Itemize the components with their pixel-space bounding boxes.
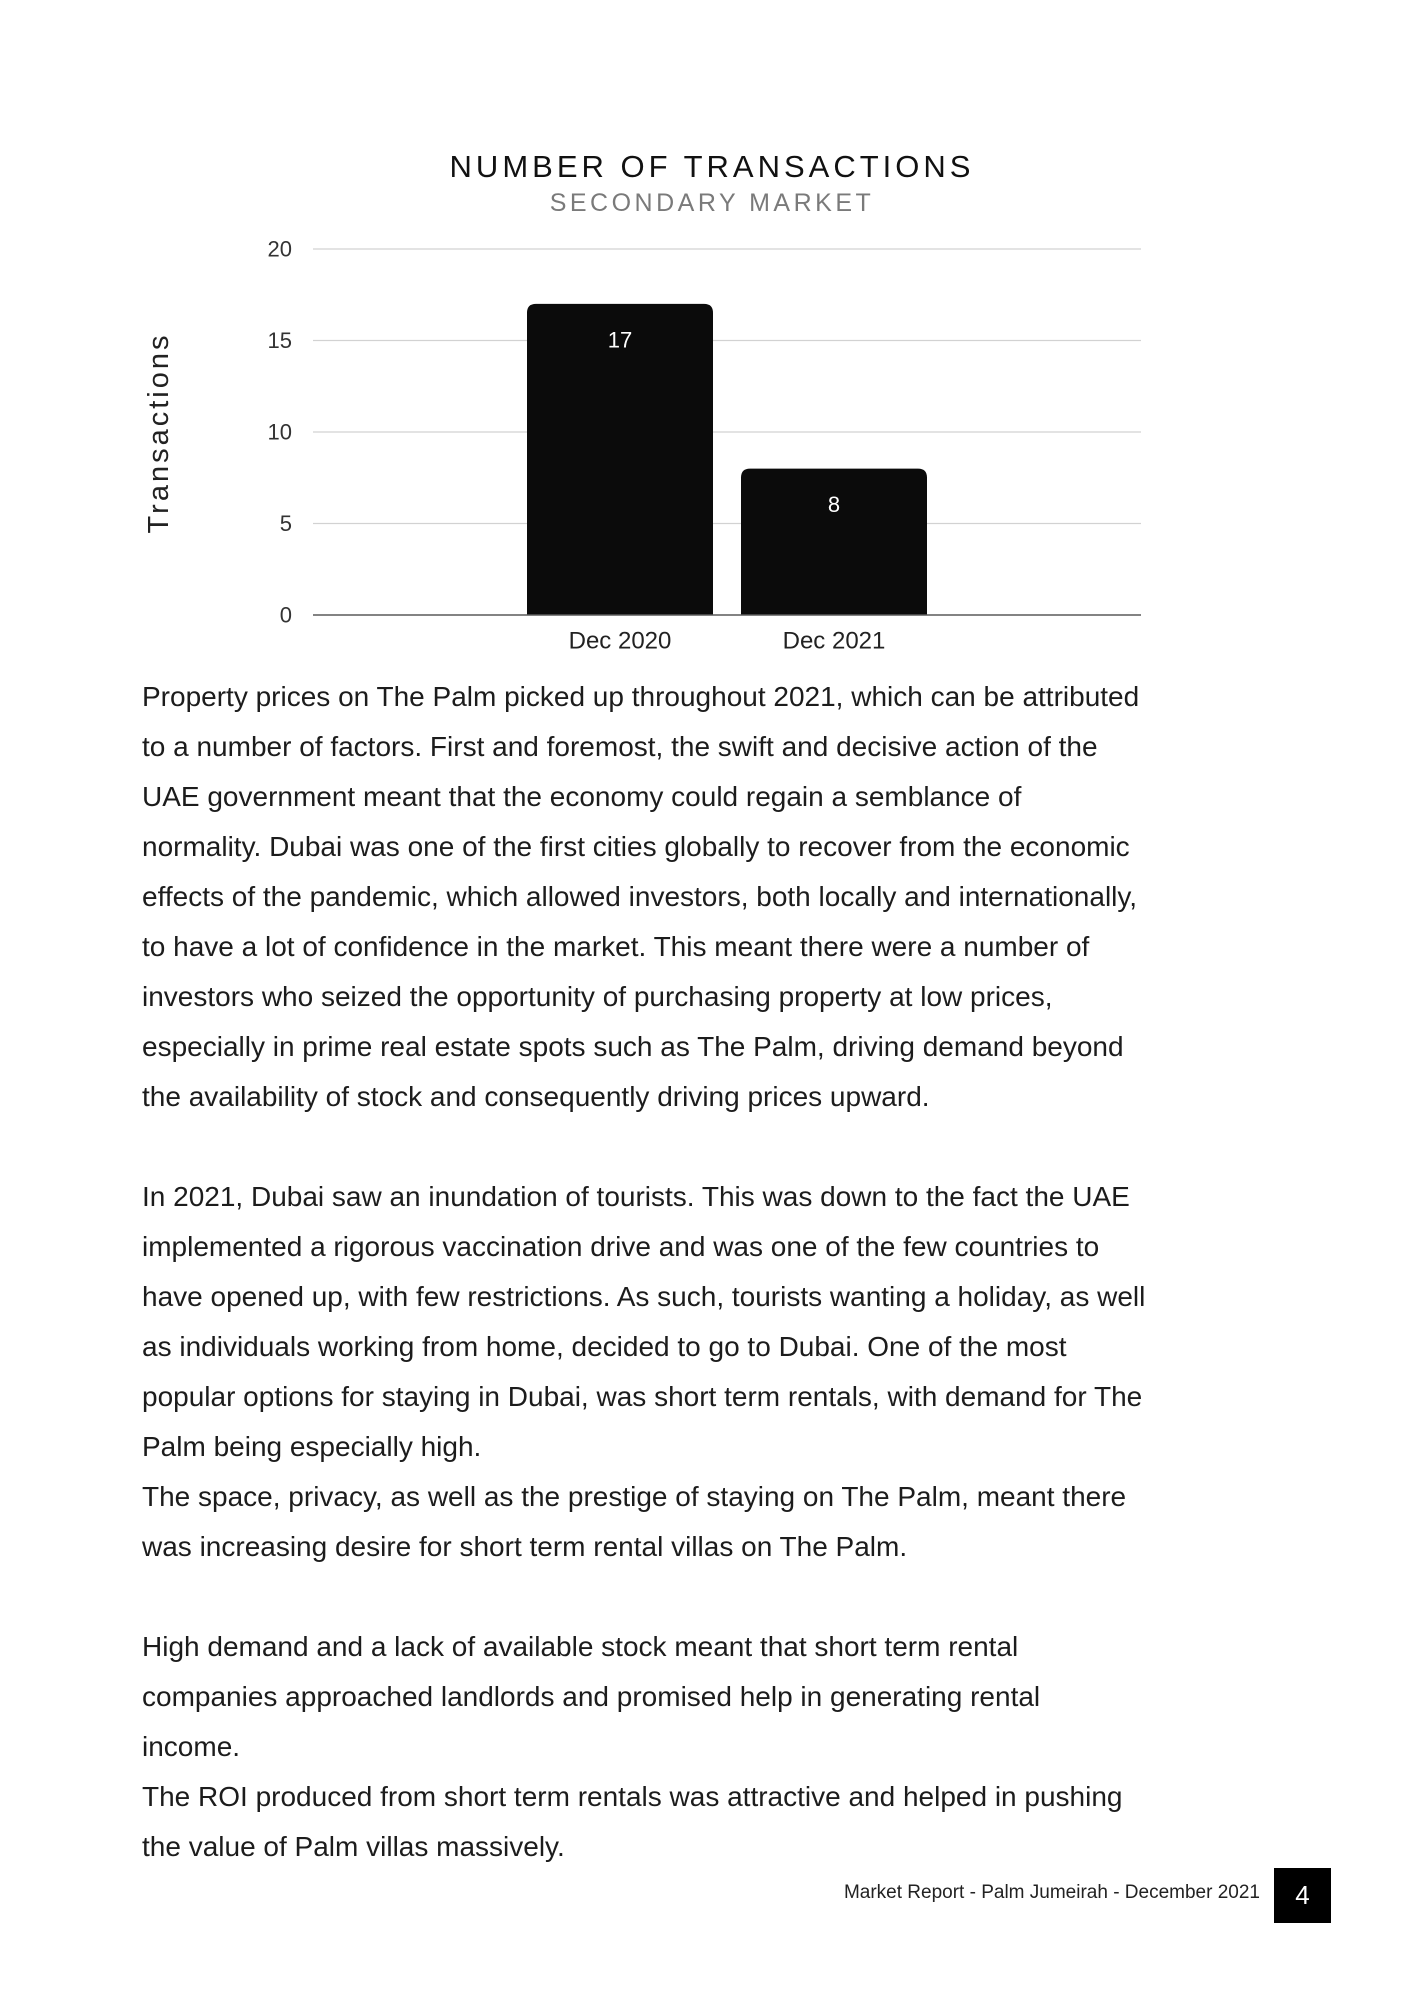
- bar: [741, 469, 927, 615]
- page-number: 4: [1274, 1868, 1331, 1923]
- body-line: was increasing desire for short term rental villas on The Palm.: [142, 1531, 908, 1562]
- chart-title: NUMBER OF TRANSACTIONS: [449, 149, 975, 184]
- body-line: normality. Dubai was one of the first cities globally to recover from the economic: [142, 831, 1130, 862]
- paragraph: [142, 1772, 1342, 1872]
- body-line: In 2021, Dubai saw an inundation of tourists. This was down to the fact the UAE: [142, 1181, 1130, 1212]
- footer-report-title: Market Report - Palm Jumeirah - December 2021: [843, 1882, 1260, 1903]
- body-line: income.: [142, 1731, 241, 1762]
- bar-value-label: 8: [827, 492, 841, 518]
- paragraph: [142, 1172, 1342, 1472]
- y-tick-label: 20: [267, 236, 292, 262]
- body-line: The space, privacy, as well as the prestige of staying on The Palm, meant there: [142, 1481, 1127, 1512]
- paragraph: [142, 1622, 1342, 1772]
- y-tick-label: 15: [267, 328, 292, 353]
- y-tick-label: 0: [279, 602, 292, 628]
- y-tick-label: 5: [279, 511, 292, 536]
- body-line: companies approached landlords and promised help in generating rental: [142, 1681, 1041, 1712]
- body-line: UAE government meant that the economy could regain a semblance of: [142, 781, 1022, 812]
- chart-subtitle: SECONDARY MARKET: [549, 189, 875, 217]
- bar-chart: [0, 0, 1414, 670]
- body-line: The ROI produced from short term rentals was attractive and helped in pushing: [142, 1781, 1123, 1812]
- body-line: the availability of stock and consequently driving prices upward.: [142, 1081, 930, 1112]
- body-line: High demand and a lack of available stock meant that short term rental: [142, 1631, 1019, 1662]
- body-line: popular options for staying in Dubai, was short term rentals, with demand for The: [142, 1381, 1143, 1412]
- y-axis-title: Transactions: [143, 332, 175, 534]
- y-tick-label: 10: [267, 419, 292, 445]
- body-text: [142, 672, 1342, 1872]
- paragraph: [142, 672, 1342, 1122]
- body-line: Palm being especially high.: [142, 1431, 482, 1462]
- x-tick-label: Dec 2020: [568, 627, 672, 655]
- body-line: implemented a rigorous vaccination drive and was one of the few countries to: [142, 1231, 1100, 1262]
- body-line: the value of Palm villas massively.: [142, 1831, 565, 1862]
- body-line: to a number of factors. First and foremost, the swift and decisive action of the: [142, 731, 1098, 762]
- x-tick-label: Dec 2021: [782, 627, 886, 655]
- body-line: have opened up, with few restrictions. As such, tourists wanting a holiday, as well: [142, 1281, 1146, 1312]
- body-line: to have a lot of confidence in the market. This meant there were a number of: [142, 931, 1090, 962]
- bar-value-label: 17: [607, 327, 633, 353]
- body-line: especially in prime real estate spots such as The Palm, driving demand beyond: [142, 1031, 1124, 1062]
- paragraph: [142, 1472, 1342, 1572]
- body-line: investors who seized the opportunity of purchasing property at low prices,: [142, 981, 1053, 1012]
- body-line: Property prices on The Palm picked up throughout 2021, which can be attributed: [142, 681, 1140, 712]
- body-line: as individuals working from home, decided to go to Dubai. One of the most: [142, 1331, 1067, 1362]
- body-line: effects of the pandemic, which allowed investors, both locally and internationally,: [142, 881, 1138, 912]
